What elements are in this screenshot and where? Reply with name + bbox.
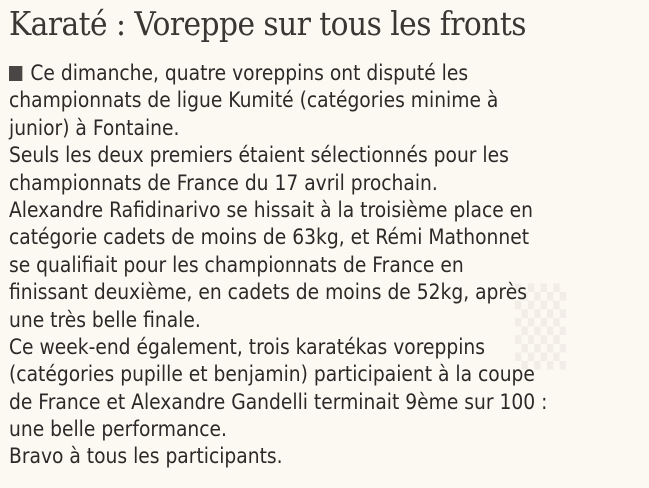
article-line: Ce week-end également, trois karatékas voreppins bbox=[9, 334, 485, 359]
article-line: se qualifiait pour les championnats de France en bbox=[9, 252, 464, 277]
article-line: une très belle finale. bbox=[9, 307, 201, 332]
article-line-text: Ce dimanche, quatre voreppins ont disputé les bbox=[30, 61, 469, 85]
article-line: Seuls les deux premiers étaient sélectionnés pour les bbox=[9, 143, 509, 168]
article-line: (catégories pupille et benjamin) participaient à la coupe bbox=[9, 362, 535, 387]
article-line: finissant deuxième, en cadets de moins de 52kg, après bbox=[9, 280, 527, 305]
article-line: championnats de France du 17 avril prochain. bbox=[9, 170, 438, 195]
article-line: Alexandre Rafidinarivo se hissait à la troisième place en bbox=[9, 197, 534, 222]
show-through-texture: ▒ bbox=[515, 284, 567, 370]
article-line: une belle performance. bbox=[9, 417, 227, 442]
article-line: de France et Alexandre Gandelli terminait 9ème sur 100 : bbox=[9, 389, 548, 414]
article-line: Bravo à tous les participants. bbox=[9, 444, 283, 469]
square-bullet-icon bbox=[9, 66, 22, 81]
article-headline: Karaté : Voreppe sur tous les fronts bbox=[9, 4, 526, 43]
article-line: catégorie cadets de moins de 63kg, et Rémi Mathonnet bbox=[9, 225, 530, 250]
article-line: championnats de ligue Kumité (catégories minime à bbox=[9, 88, 499, 113]
article-line: junior) à Fontaine. bbox=[9, 115, 180, 140]
article-line bbox=[9, 60, 632, 87]
article-body bbox=[9, 60, 632, 471]
